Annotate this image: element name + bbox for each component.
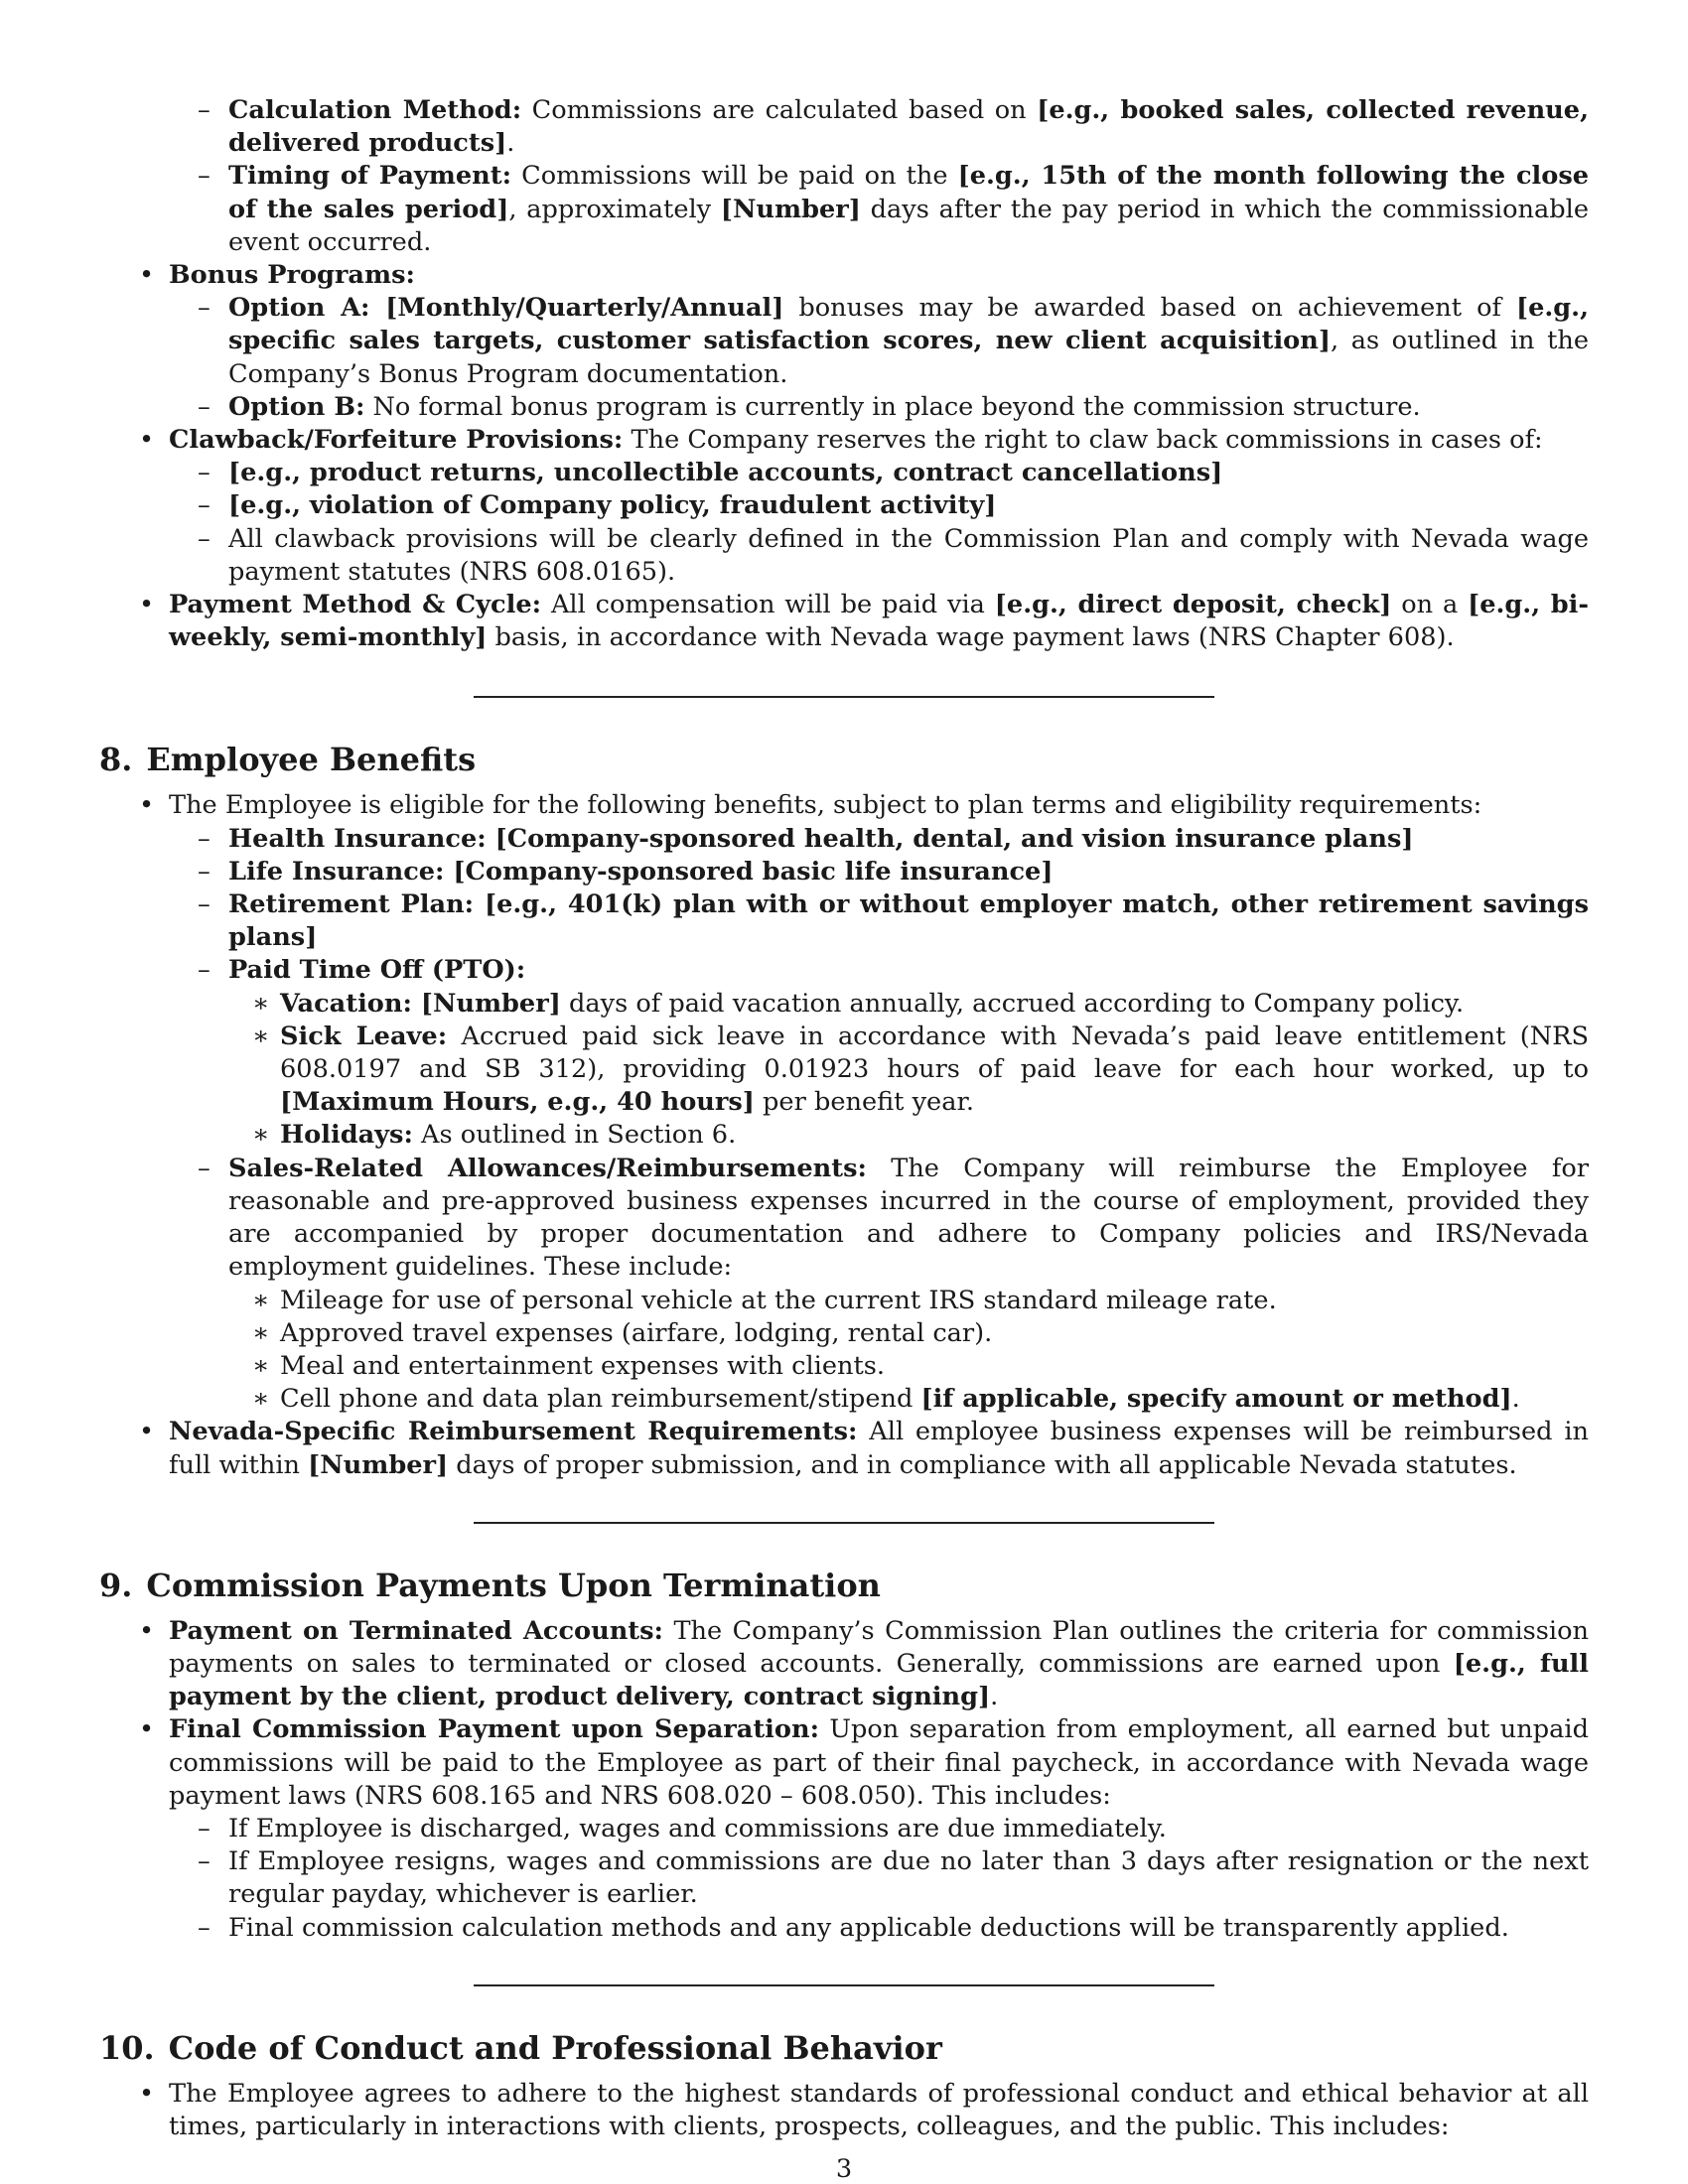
payment-method-label: Payment Method & Cycle: [169,590,542,620]
terminated-placeholder: [e.g., full payment by the client, product delivery, contract signing] [169,1648,1589,1712]
life-insurance-item [169,856,1589,888]
pto-list [228,988,1589,1153]
section-number: 9. [99,1566,133,1604]
sick-text: Accrued paid sick leave in accordance with Nevada’s paid leave entitlement (NRS 608.0197 and SB 312), providing 0.01923 hours of paid leave for each hour worked, up to [280,1021,1589,1085]
payment-placeholder-1: [e.g., direct deposit, check] [994,590,1392,620]
compensation-list [99,94,1589,654]
compensation-commission-details [99,94,1589,259]
final-commission-item [99,1713,1589,1944]
clawback-note-text: All clawback provisions will be clearly defined in the Commission Plan and comply with Nevada wage payment statutes (NRS 608.0165). [228,523,1589,587]
nevada-text-1: All employee business expenses will be reimbursed in full within [169,1417,1589,1480]
allowances-text: The Company will reimburse the Employee for reasonable and pre-approved business expenses incurred in the course of employment, provided they are accompanied by proper documentation and adhere to Company policies and IRS/Nevada employment guidelines. These include: [228,1153,1589,1283]
cell-phone-text: Cell phone and data plan reimbursement/stipend [280,1384,921,1415]
timing-placeholder-2: [Number] [720,194,861,224]
bonus-options-list [169,292,1589,424]
bonus-option-a [169,292,1589,391]
option-a-text-1: bonuses may be awarded based on achievement of [783,293,1516,324]
option-a-label: Option A: [228,293,370,324]
calculation-method-item [169,94,1589,160]
timing-text-3: days after the pay period in which the commissionable event occurred. [228,194,1589,257]
payment-text-1: All compensation will be paid via [541,590,995,620]
nevada-reimbursement-item [99,1416,1589,1481]
section-title: Employee Benefits [146,741,477,779]
health-label: Health Insurance: [228,823,487,854]
clawback-list [169,457,1589,589]
allowance-item [228,1317,1589,1350]
benefits-sublist [169,823,1589,1417]
timing-label: Timing of Payment: [228,161,512,192]
section-number: 10. [99,2028,155,2067]
calculation-method-placeholder: [e.g., booked sales, collected revenue, delivered products] [228,95,1589,159]
timing-placeholder-1: [e.g., 15th of the month following the close of the sales period] [228,161,1590,224]
payment-method-item [99,589,1589,654]
benefits-intro-item [99,789,1589,1416]
sick-label: Sick Leave: [280,1021,448,1051]
clawback-note [169,523,1589,589]
bonus-programs-item [99,259,1589,424]
benefits-intro: The Employee is eligible for the following benefits, subject to plan terms and eligibility requirements: [169,790,1482,821]
option-a-text-2: , as outlined in the Company’s Bonus Program documentation. [228,326,1589,389]
terminated-accounts-item [99,1615,1589,1714]
sick-placeholder: [Maximum Hours, e.g., 40 hours] [280,1087,755,1118]
clawback-case-text: [e.g., product returns, uncollectible accounts, contract cancellations] [228,458,1223,488]
option-a-placeholder-2: [e.g., specific sales targets, customer satisfaction scores, new client acquisition] [228,293,1589,356]
termination-list [99,1615,1589,1945]
section-heading-8 [99,740,1589,779]
payment-text-3: basis, in accordance with Nevada wage payment laws (NRS Chapter 608). [487,622,1455,653]
health-placeholder: [Company-sponsored health, dental, and vision insurance plans] [486,823,1414,854]
clawback-case-text: [e.g., violation of Company policy, fraudulent activity] [228,490,997,521]
pto-item [169,954,1589,1152]
conduct-list [99,2078,1589,2143]
final-commission-case [169,1912,1589,1945]
option-b-text: No formal bonus program is currently in place beyond the commission structure. [364,391,1421,422]
section-heading-9 [99,1566,1589,1605]
final-case-text: Final commission calculation methods and any applicable deductions will be transparently applied. [228,1912,1509,1943]
clawback-case [169,489,1589,522]
vacation-text: days of paid vacation annually, accrued according to Company policy. [560,988,1465,1019]
life-label: Life Insurance: [228,856,445,887]
cell-phone-placeholder: [if applicable, specify amount or method] [920,1384,1512,1415]
calculation-method-label: Calculation Method: [228,95,522,125]
final-commission-list [169,1813,1589,1945]
document-page [99,94,1589,2143]
calculation-method-text: Commissions are calculated based on [521,95,1038,125]
final-label: Final Commission Payment upon Separation: [169,1714,820,1745]
terminated-end: . [990,1682,999,1712]
calculation-method-end: . [506,128,515,159]
bonus-programs-label: Bonus Programs: [169,260,415,291]
final-text: Upon separation from employment, all earned but unpaid commissions will be paid to the Employee as part of their final paycheck, in accordance with Nevada wage payment laws (NRS 608.165 and NRS 608.020 – 608.050). This includes: [169,1714,1589,1811]
option-b-label: Option B: [228,391,365,422]
section-title: Code of Conduct and Professional Behavior [168,2028,942,2067]
nevada-label: Nevada-Specific Reimbursement Requirements: [169,1417,858,1447]
allowance-text: Mileage for use of personal vehicle at the current IRS standard mileage rate. [280,1285,1277,1315]
allowance-item [228,1383,1589,1416]
terminated-text: The Company’s Commission Plan outlines the criteria for commission payments on sales to terminated or closed accounts. Generally, commissions are earned upon [169,1615,1589,1679]
sick-end: per benefit year. [754,1087,975,1118]
bonus-option-b [169,391,1589,424]
clawback-item [99,424,1589,589]
clawback-text: The Company reserves the right to claw back commissions in cases of: [623,425,1543,456]
vacation-item [228,988,1589,1021]
page-number: 3 [835,2154,853,2184]
section-title: Commission Payments Upon Termination [146,1566,881,1604]
holidays-item [228,1119,1589,1152]
cell-phone-end: . [1511,1384,1520,1415]
retirement-placeholder: [e.g., 401(k) plan with or without employer match, other retirement savings plans] [228,889,1589,953]
pto-label: Paid Time Off (PTO): [228,955,526,986]
allowance-text: Approved travel expenses (airfare, lodging, rental car). [280,1317,993,1348]
conduct-intro-item [99,2078,1589,2143]
nevada-text-2: days of proper submission, and in compliance with all applicable Nevada statutes. [448,1449,1517,1480]
sick-leave-item [228,1021,1589,1120]
option-a-placeholder-1: [Monthly/Quarterly/Annual] [369,293,784,324]
clawback-case [169,457,1589,489]
section-divider [474,1984,1214,1986]
allowance-text: Meal and entertainment expenses with clients. [280,1350,886,1381]
allowance-item [228,1285,1589,1317]
final-commission-case [169,1845,1589,1911]
timing-of-payment-item [169,160,1589,259]
timing-text-1: Commissions will be paid on the [511,161,958,192]
section-divider [474,1522,1214,1524]
final-case-text: If Employee is discharged, wages and commissions are due immediately. [228,1813,1167,1843]
retirement-label: Retirement Plan: [228,889,475,920]
payment-placeholder-2: [e.g., bi-weekly, semi-monthly] [169,590,1589,653]
commission-details-list [169,94,1589,259]
section-divider [474,696,1214,698]
final-commission-case [169,1813,1589,1845]
allowances-item [169,1153,1589,1417]
life-placeholder: [Company-sponsored basic life insurance] [444,856,1054,887]
allowance-item [228,1350,1589,1383]
allowances-list [228,1285,1589,1417]
terminated-label: Payment on Terminated Accounts: [169,1615,663,1646]
final-case-text: If Employee resigns, wages and commissions are due no later than 3 days after resignation or the next regular payday, whichever is earlier. [228,1846,1589,1910]
section-heading-10 [99,2028,1589,2068]
nevada-placeholder: [Number] [308,1449,449,1480]
vacation-placeholder: [Number] [411,988,561,1019]
payment-text-2: on a [1391,590,1469,620]
clawback-label: Clawback/Forfeiture Provisions: [169,425,624,456]
section-number: 8. [99,741,133,779]
health-insurance-item [169,823,1589,856]
timing-text-2: , approximately [508,194,721,224]
holidays-label: Holidays: [280,1120,413,1151]
allowances-label: Sales-Related Allowances/Reimbursements: [228,1153,867,1183]
vacation-label: Vacation: [280,988,412,1019]
holidays-text: As outlined in Section 6. [412,1120,737,1151]
retirement-plan-item [169,888,1589,954]
conduct-intro: The Employee agrees to adhere to the highest standards of professional conduct and ethical behavior at all times, particularly in interactions with clients, prospects, colleagues, and the public. This includes: [169,2078,1589,2141]
benefits-list [99,789,1589,1481]
